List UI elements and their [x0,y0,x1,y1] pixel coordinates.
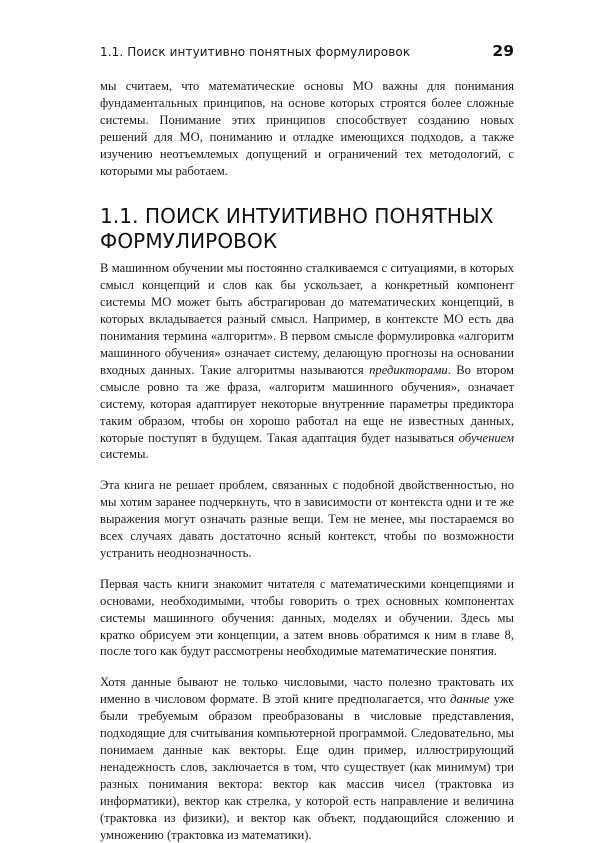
paragraph-ambiguity: Эта книга не решает проблем, связанных с подобной двойственностью, но мы хотим заранее подчеркнуть, что в зависимости от контекста одни и те же выражения могут означать разные вещи. Тем не менее, мы постараемся во всех случаях давать достаточно ясный контекст, чтобы по возможности устранить неоднозначность. [100,478,514,560]
text-run: . Во втором смысле ровно та же фраза, «алгоритм машинного обучения», означает систему, которая адаптирует некоторые внутренние параметры предиктора таким образом, чтобы он хорошо работал на еще не известных данных, которые поступят в будущем. Такая адаптация будет называться [100,362,515,445]
text-run: В машинном обучении мы постоянно сталкиваемся с ситуациями, в которых смысл концепций и слов как бы ускользает, а конкретный компонент системы МО может быть абстрагирован до математических концепций, в которых вкладывается разный смысл. Например, в контексте МО есть два понимания термина «алгоритм». В первом смысле формулировка «алгоритм машинного обучения» означает систему, делающую прогнозы на основании входных данных. Такие алгоритмы называются [100,261,514,377]
paragraph-algorithm-meanings [100,260,514,463]
term-training: обучением [458,430,514,445]
section-title: ПОИСК ИНТУИТИВНО ПОНЯТНЫХ ФОРМУЛИРОВОК [100,204,494,254]
section-heading [100,204,514,254]
term-predictors: предикторами [369,362,448,377]
page-body [100,78,514,843]
running-header [100,42,514,66]
paragraph-data-vectors [100,674,514,843]
term-data: данные [450,692,490,707]
section-number: 1.1. [100,204,139,229]
paragraph-book-parts: Первая часть книги знакомит читателя с математическими концепциями и основами, необходимыми, чтобы говорить о трех основных компонентах системы машинного обучения: данных, моделях и обучении. Здесь мы кратко обрисуем эти концепции, а затем вновь обратимся к ним в главе 8, после того как будут рассмотрены необходимые математические понятия. [100,576,514,659]
text-run: уже были требуемым образом преобразованы в числовые представления, подходящие для считывания компьютерной программой. Следовательно, мы понимаем данные как векторы. Еще один пример, иллюстрирующий ненадежность слов, заключается в том, что существует (как минимум) три разных понимания вектора: вектор как массив чисел (трактовка из информатики), вектор как стрелка, у которой есть направление и величина (трактовка из физики), и вектор как объект, поддающийся сложению и умножению (трактовка из математики). [100,692,515,842]
intro-paragraph: мы считаем, что математические основы МО важны для понимания фундаментальных принципов, на основе которых строятся более сложные системы. Понимание этих принципов способствует созданию новых решений для МО, пониманию и отладке имеющихся подходов, а также изучению неотъемлемых допущений и ограничений тех методологий, с которыми мы работаем. [100,79,514,178]
text-run: системы. [100,447,149,462]
page-number: 29 [492,42,514,60]
text-run: Хотя данные бывают не только числовыми, часто полезно трактовать их именно в числовом формате. В этой книге предполагается, что [100,675,514,707]
running-title: 1.1. Поиск интуитивно понятных формулировок [100,45,411,59]
